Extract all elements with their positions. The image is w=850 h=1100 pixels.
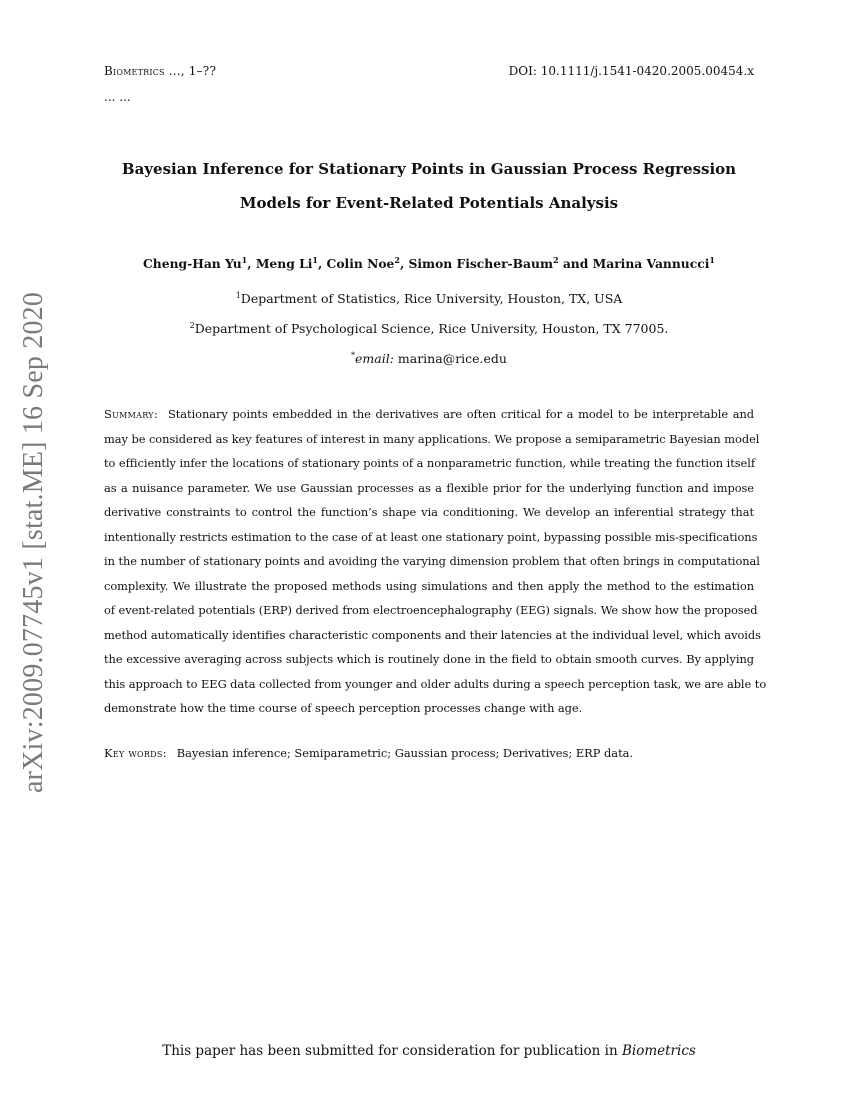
title-line-1: Bayesian Inference for Stationary Points in Gaussian Process Regression	[121, 160, 737, 178]
paper-title	[104, 152, 754, 220]
affiliation-text: Department of Statistics, Rice University, Houston, TX, USA	[240, 291, 623, 306]
title-line-2: Models for Event-Related Potentials Analysis	[239, 194, 619, 212]
corresponding-email	[104, 351, 754, 366]
journal-running-head: Biometrics ..., 1–??	[104, 64, 217, 78]
submission-text: This paper has been submitted for consideration for publication in	[162, 1043, 618, 1059]
author-name: Colin Noe	[326, 256, 395, 271]
affiliation-2	[104, 321, 754, 336]
summary-line: to efficiently infer the locations of stationary points of a nonparametric function, while treating the function itself	[104, 456, 755, 470]
author-separator: ,	[399, 256, 409, 271]
summary-line: as a nuisance parameter. We use Gaussian processes as a flexible prior for the underlying function and impose	[104, 480, 754, 495]
email-star-mark: *	[351, 351, 355, 360]
summary-line: the excessive averaging across subjects which is routinely done in the field to obtain smooth curves. By applying	[104, 652, 754, 666]
email-address[interactable]: marina@rice.edu	[397, 351, 507, 366]
summary-line: method automatically identifies characteristic components and their latencies at the individual level, which avoids	[104, 627, 761, 642]
keywords-text: Bayesian inference; Semiparametric; Gaussian process; Derivatives; ERP data.	[176, 746, 634, 760]
author-affiliation-mark: 1	[709, 255, 715, 265]
author-affiliation-mark: 2	[552, 255, 559, 265]
author-affiliation-mark: 1	[312, 255, 318, 265]
author-separator: and	[558, 256, 593, 271]
email-label: email:	[355, 351, 394, 366]
summary-line: complexity. We illustrate the proposed methods using simulations and then apply the method to the estimation	[104, 578, 754, 593]
affiliation-mark: 1	[235, 291, 241, 300]
author-name: Simon Fischer-Baum	[408, 256, 553, 271]
affiliation-1	[104, 291, 754, 306]
author-list	[104, 256, 754, 271]
author-separator: ,	[317, 256, 327, 271]
author-separator: ,	[247, 256, 256, 271]
summary-line: in the number of stationary points and avoiding the varying dimension problem that often brings in computational	[104, 554, 760, 568]
summary-abstract	[104, 402, 767, 721]
submission-note	[104, 1043, 754, 1059]
summary-line: demonstrate how the time course of speech perception processes change with age.	[104, 701, 583, 715]
keywords-label: Key words:	[104, 746, 167, 760]
arxiv-identifier-stamp: arXiv:2009.07745v1 [stat.ME] 16 Sep 2020	[18, 291, 49, 793]
affiliation-mark: 2	[189, 321, 195, 330]
summary-line: derivative constraints to control the function’s shape via conditioning. We develop an inferential strategy that	[104, 505, 754, 519]
author-name: Cheng-Han Yu	[143, 256, 242, 271]
author-affiliation-mark: 2	[394, 255, 400, 265]
author-name: Meng Li	[255, 256, 313, 271]
author-name: Marina Vannucci	[592, 256, 710, 271]
affiliation-text: Department of Psychological Science, Rice University, Houston, TX 77005.	[194, 321, 669, 336]
volume-placeholder: ... ...	[104, 90, 131, 104]
journal-name: Biometrics	[621, 1043, 696, 1059]
summary-line: of event-related potentials (ERP) derived from electroencephalography (EEG) signals. We show how the proposed	[104, 603, 758, 617]
summary-line: may be considered as key features of interest in many applications. We propose a semiparametric Bayesian model	[104, 431, 760, 446]
author-affiliation-mark: 1	[241, 255, 248, 265]
summary-line: intentionally restricts estimation to the case of at least one stationary point, bypassing possible mis-specifications	[104, 529, 758, 544]
key-words	[104, 746, 754, 760]
summary-label: Summary:	[104, 407, 159, 421]
summary-line: Summary: Stationary points embedded in the derivatives are often critical for a model to be interpretable and	[104, 407, 754, 421]
doi-link[interactable]: DOI: 10.1111/j.1541-0420.2005.00454.x	[508, 64, 754, 78]
summary-line: this approach to EEG data collected from younger and older adults during a speech perception task, we are able to	[104, 676, 767, 691]
